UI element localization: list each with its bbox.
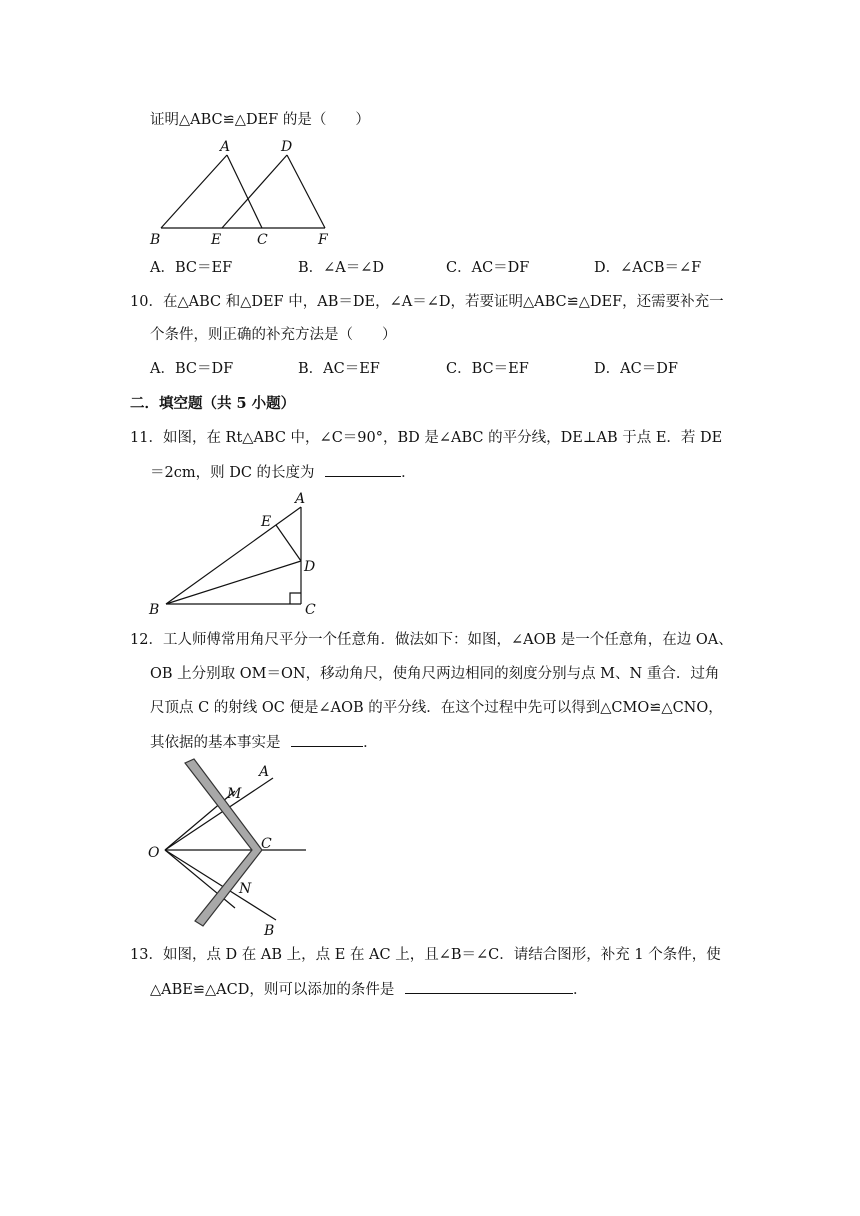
q11-right-angle-mark xyxy=(290,593,301,604)
q12-ray-oa xyxy=(165,778,273,850)
q9-stem-tail: 证明△ABC≌△DEF 的是（ ） xyxy=(150,112,370,128)
q9-label-b: B xyxy=(150,232,161,248)
q11-answer-blank[interactable] xyxy=(325,462,401,477)
q12-figure xyxy=(140,758,320,943)
q13-line1: 13．如图，点 D 在 AB 上，点 E 在 AC 上，且∠B＝∠C．请结合图形，补充 1 个条件，使 xyxy=(130,947,721,963)
q11-line2-text: ＝2cm，则 DC 的长度为 xyxy=(150,465,315,481)
q11-label-c: C xyxy=(305,602,316,618)
q9-label-e: E xyxy=(211,232,222,248)
q12-ray-ob xyxy=(165,850,276,920)
q12-carpenter-square xyxy=(185,759,262,926)
q12-line3: 尺顶点 C 的射线 OC 便是∠AOB 的平分线．在这个过程中先可以得到△CMO≌△CNO， xyxy=(150,700,723,716)
q9-option-b: B．∠A＝∠D xyxy=(298,260,385,276)
q11-label-e: E xyxy=(261,514,272,530)
q10-option-d: D．AC＝DF xyxy=(594,361,678,377)
q12-line2: OB 上分别取 OM＝ON，移动角尺，使角尺两边相同的刻度分别与点 M、N 重合．过角 xyxy=(150,666,720,682)
q11-line2 xyxy=(150,462,416,483)
q10-line2: 个条件，则正确的补充方法是（ ） xyxy=(150,327,397,343)
q13-answer-blank[interactable] xyxy=(405,979,573,994)
q12-label-m: M xyxy=(227,786,242,802)
q11-label-b: B xyxy=(149,602,160,618)
q9-label-a: A xyxy=(220,139,231,155)
q9-figure xyxy=(145,138,345,250)
q13-line2 xyxy=(150,979,587,1000)
q12-label-c: C xyxy=(261,836,272,852)
q12-label-o: O xyxy=(148,845,160,861)
q10-line1: 10．在△ABC 和△DEF 中，AB＝DE，∠A＝∠D，若要证明△ABC≌△DEF，还需要补充一 xyxy=(130,294,724,310)
q12-answer-blank[interactable] xyxy=(291,732,363,747)
q9-label-f: F xyxy=(318,232,328,248)
q12-label-n: N xyxy=(239,881,252,897)
q13-line2-text: △ABE≌△ACD，则可以添加的条件是 xyxy=(150,982,395,998)
q11-line1: 11．如图，在 Rt△ABC 中，∠C＝90°，BD 是∠ABC 的平分线，DE⊥AB 于点 E．若 DE xyxy=(130,430,723,446)
q9-line-df xyxy=(287,155,325,228)
q12-label-a: A xyxy=(259,764,270,780)
q12-line4 xyxy=(150,732,378,753)
q12-line4-end: ． xyxy=(363,735,378,751)
q12-label-b: B xyxy=(264,923,275,939)
q9-label-d: D xyxy=(281,139,293,155)
q12-line1: 12．工人师傅常用角尺平分一个任意角．做法如下：如图，∠AOB 是一个任意角，在边 OA、 xyxy=(130,632,733,648)
q9-label-c: C xyxy=(257,232,268,248)
q11-label-a: A xyxy=(295,491,306,507)
q11-line2-end: ． xyxy=(401,465,416,481)
q9-option-d: D．∠ACB＝∠F xyxy=(594,260,702,276)
q12-line4-text: 其依据的基本事实是 xyxy=(150,735,281,751)
q9-option-c: C．AC＝DF xyxy=(446,260,530,276)
q11-line-ed xyxy=(276,525,301,561)
q12-line-on xyxy=(165,850,235,908)
q11-line-ba xyxy=(166,507,301,604)
q9-option-a: A．BC＝EF xyxy=(150,260,233,276)
q11-line-bd xyxy=(166,561,301,604)
q10-option-b: B．AC＝EF xyxy=(298,361,380,377)
q9-line-ba xyxy=(161,155,227,228)
q10-options xyxy=(150,359,742,379)
q9-options xyxy=(150,258,742,278)
section-fill-in-title: 二．填空题（共 5 小题） xyxy=(130,395,296,412)
q10-option-a: A．BC＝DF xyxy=(150,361,234,377)
q11-figure xyxy=(145,488,325,618)
q11-label-d: D xyxy=(304,559,316,575)
q13-line2-end: ． xyxy=(572,982,588,998)
q10-option-c: C．BC＝EF xyxy=(446,361,529,377)
